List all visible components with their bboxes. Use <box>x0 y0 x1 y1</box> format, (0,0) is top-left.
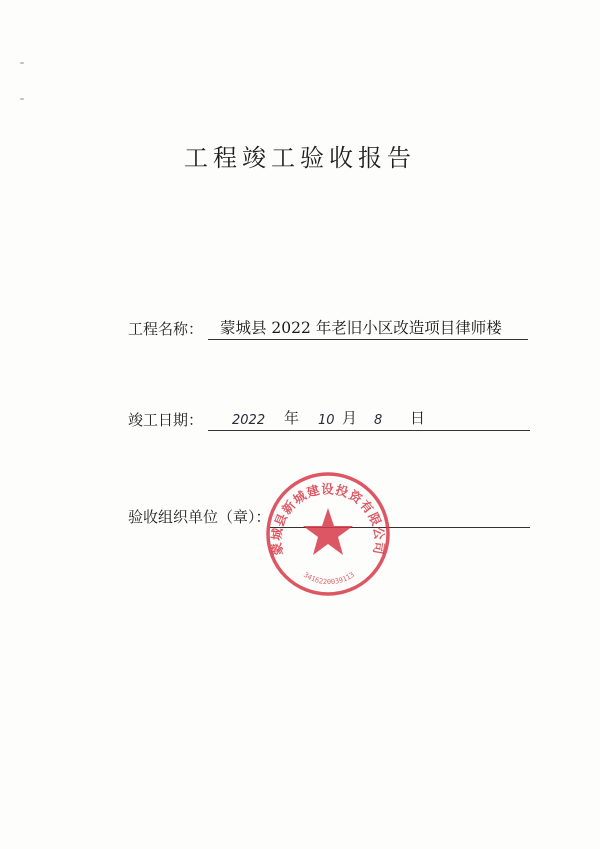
year-unit: 年 <box>284 409 300 427</box>
seal-star-icon <box>303 508 353 555</box>
project-name-underline <box>208 339 528 340</box>
completion-day: 8 <box>374 413 383 428</box>
company-seal <box>262 468 394 600</box>
organizer-label: 验收组织单位（章）： <box>128 508 271 526</box>
document-title: 工程竣工验收报告 <box>184 144 416 172</box>
project-name-value: 蒙城县 2022 年老旧小区改造项目律师楼 <box>220 319 502 337</box>
scan-speck <box>20 62 24 64</box>
completion-year: 2022 <box>232 413 266 428</box>
project-name-field <box>128 318 528 340</box>
project-name-label: 工程名称： <box>128 320 204 338</box>
seal-text: 蒙城县新城建设投资有限公司 <box>268 481 388 557</box>
completion-date-label: 竣工日期： <box>128 411 204 429</box>
month-unit: 月 <box>342 409 358 427</box>
scan-speck <box>20 98 24 100</box>
completion-date-field <box>128 409 530 431</box>
day-unit: 日 <box>410 409 426 427</box>
completion-month: 10 <box>318 413 335 428</box>
seal-code: 3416220039113 <box>302 570 356 587</box>
